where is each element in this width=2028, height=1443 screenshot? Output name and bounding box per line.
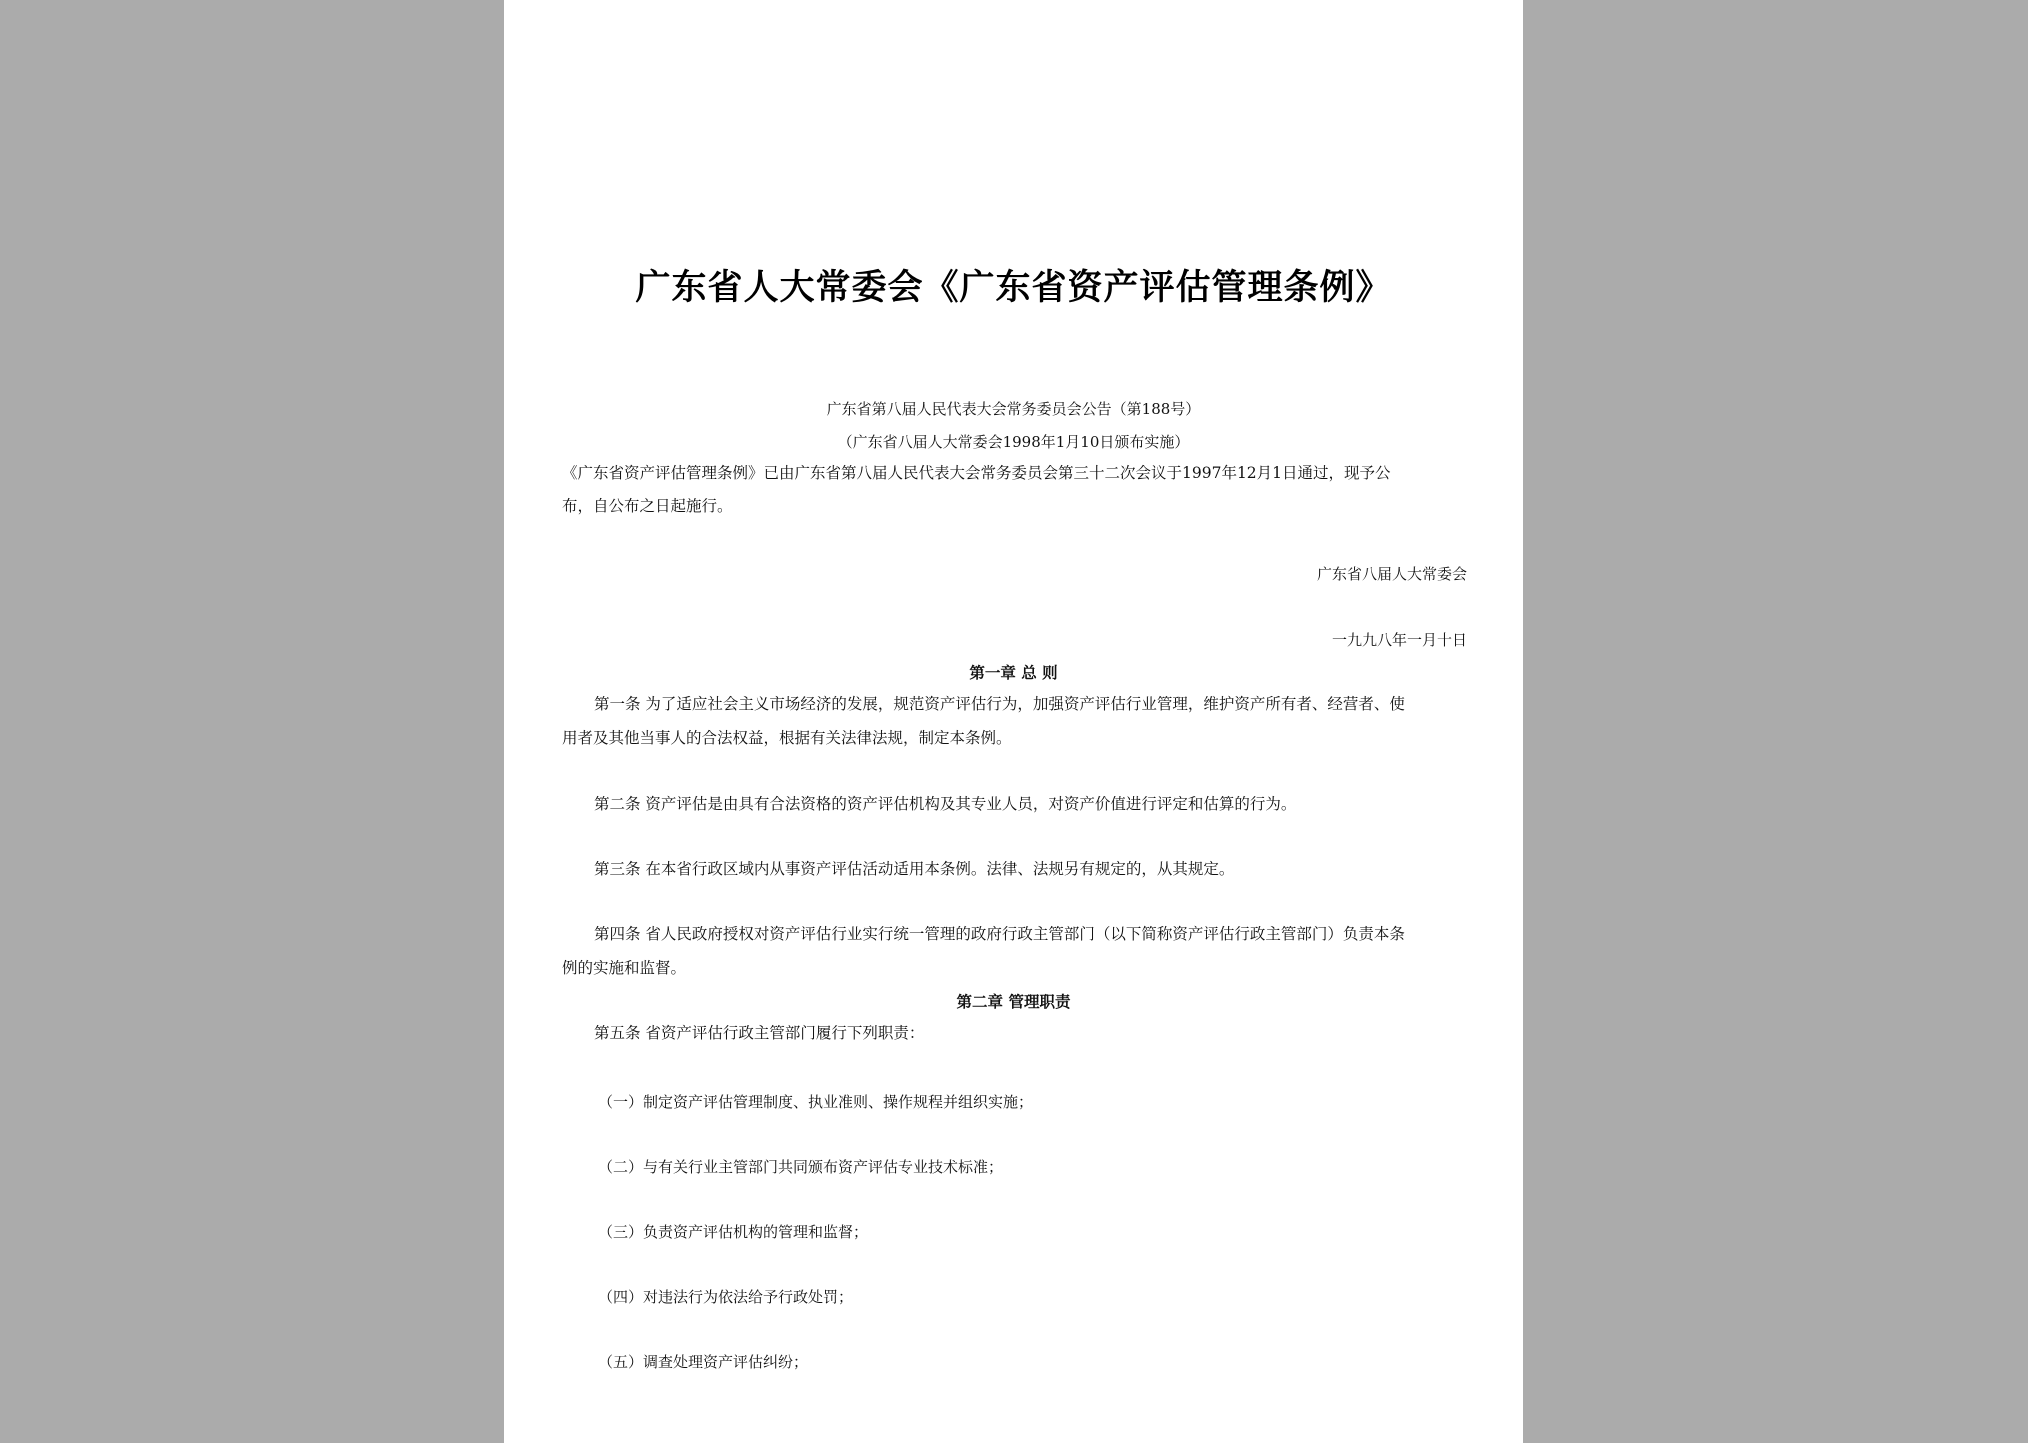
article-2: 第二条 资产评估是由具有合法资格的资产评估机构及其专业人员，对资产价值进行评定和估算的行为。 [594, 795, 1297, 813]
issuer-signature: 广东省八届人大常委会 [1316, 565, 1467, 583]
notice-line: 广东省第八届人民代表大会常务委员会公告（第188号） [826, 400, 1201, 418]
article-1-line2: 用者及其他当事人的合法权益，根据有关法律法规，制定本条例。 [562, 729, 1012, 747]
list-item: （二）与有关行业主管部门共同颁布资产评估专业技术标准； [598, 1158, 1004, 1176]
list-item: （五）调查处理资产评估纠纷； [598, 1353, 809, 1371]
list-item: （三）负责资产评估机构的管理和监督； [598, 1223, 869, 1241]
article-5: 第五条 省资产评估行政主管部门履行下列职责： [594, 1024, 925, 1042]
article-1-line1: 第一条 为了适应社会主义市场经济的发展，规范资产评估行为，加强资产评估行业管理，维护资产所有者、经营者、使 [594, 695, 1405, 713]
article-4-line1: 第四条 省人民政府授权对资产评估行业实行统一管理的政府行政主管部门（以下简称资产评估行政主管部门）负责本条 [594, 925, 1405, 943]
promulgation-line: （广东省八届人大常委会1998年1月10日颁布实施） [837, 433, 1190, 451]
intro-paragraph-line2: 布，自公布之日起施行。 [562, 497, 733, 515]
article-4-line2: 例的实施和监督。 [562, 959, 687, 977]
chapter-1-heading: 第一章 总 则 [969, 663, 1058, 682]
issue-date: 一九九八年一月十日 [1331, 631, 1467, 649]
document-page [504, 0, 1523, 1443]
chapter-2-heading: 第二章 管理职责 [956, 992, 1071, 1011]
article-3: 第三条 在本省行政区域内从事资产评估活动适用本条例。法律、法规另有规定的，从其规定。 [594, 860, 1235, 878]
list-item: （四）对违法行为依法给予行政处罚； [598, 1288, 854, 1306]
document-title: 广东省人大常委会《广东省资产评估管理条例》 [635, 267, 1392, 308]
intro-paragraph-line1: 《广东省资产评估管理条例》已由广东省第八届人民代表大会常务委员会第三十二次会议于1997年12月1日通过，现予公 [562, 464, 1391, 482]
list-item: （一）制定资产评估管理制度、执业准则、操作规程并组织实施； [598, 1093, 1034, 1111]
